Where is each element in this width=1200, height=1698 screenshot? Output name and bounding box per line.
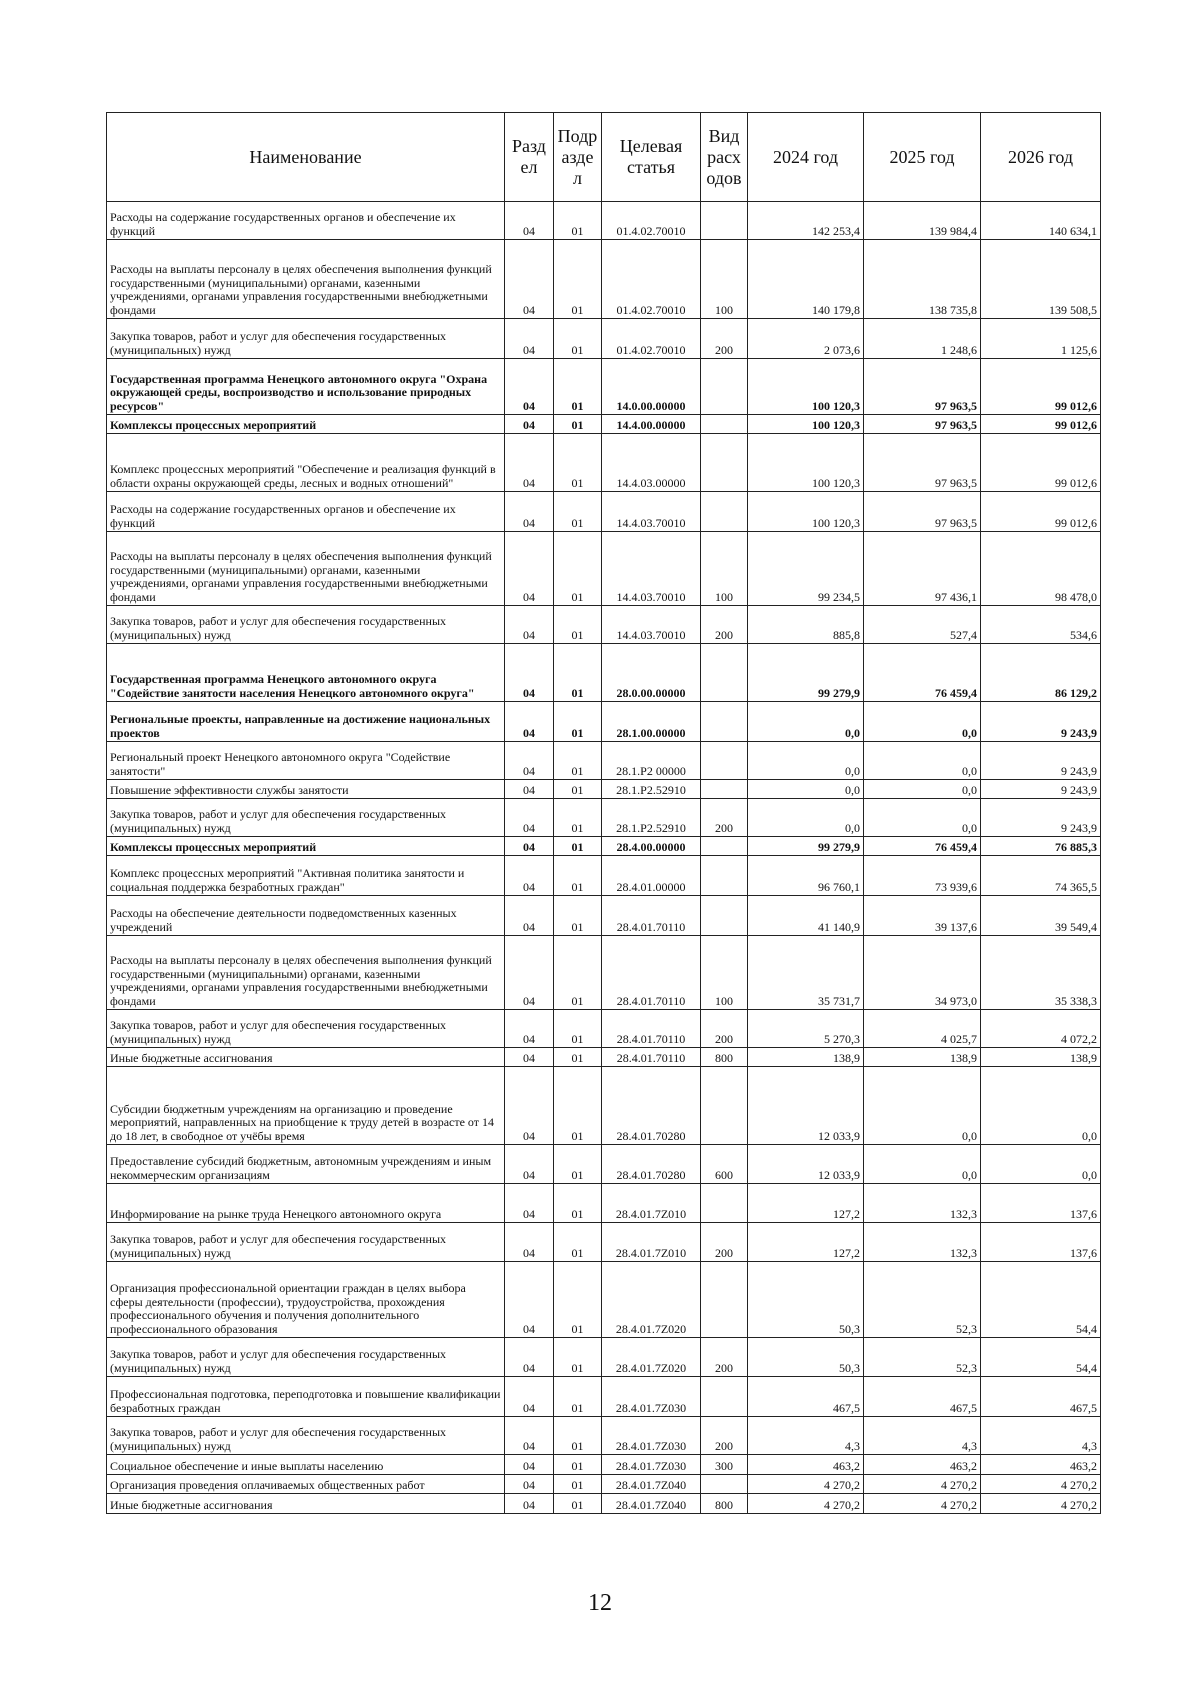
row-name: Закупка товаров, работ и услуг для обеспечения государственных (муниципальных) нужд <box>107 799 505 837</box>
table-row <box>107 319 1101 359</box>
row-value-2026: 54,4 <box>981 1338 1101 1377</box>
row-name: Информирование на рынке труда Ненецкого автономного округа <box>107 1184 505 1223</box>
row-expense-type: 300 <box>701 1455 748 1475</box>
row-target-article: 14.4.00.00000 <box>602 415 701 434</box>
row-value-2024: 5 270,3 <box>748 1010 864 1048</box>
row-subsection: 01 <box>554 1067 602 1145</box>
row-target-article: 28.4.01.70110 <box>602 896 701 936</box>
row-section: 04 <box>505 492 554 532</box>
row-name: Расходы на обеспечение деятельности подведомственных казенных учреждений <box>107 896 505 936</box>
row-name: Иные бюджетные ассигнования <box>107 1048 505 1067</box>
row-name: Расходы на выплаты персоналу в целях обеспечения выполнения функций государственными (муниципальными) органами, казенными учреждениями, органами управления государственными внебюджетными фондами <box>107 532 505 606</box>
row-value-2026: 86 129,2 <box>981 644 1101 702</box>
row-section: 04 <box>505 1475 554 1494</box>
row-subsection: 01 <box>554 1010 602 1048</box>
row-expense-type: 600 <box>701 1145 748 1184</box>
row-value-2024: 4 270,2 <box>748 1475 864 1494</box>
table-row <box>107 359 1101 415</box>
table-row <box>107 1048 1101 1067</box>
row-subsection: 01 <box>554 1262 602 1338</box>
table-row <box>107 837 1101 856</box>
row-section: 04 <box>505 1494 554 1514</box>
row-target-article: 28.4.01.7Z040 <box>602 1494 701 1514</box>
row-subsection: 01 <box>554 837 602 856</box>
table-row <box>107 742 1101 780</box>
header-target-article: Целевая статья <box>602 113 701 202</box>
row-expense-type: 800 <box>701 1048 748 1067</box>
row-target-article: 28.4.01.7Z010 <box>602 1223 701 1262</box>
row-value-2024: 2 073,6 <box>748 319 864 359</box>
row-subsection: 01 <box>554 532 602 606</box>
row-subsection: 01 <box>554 1377 602 1417</box>
row-section: 04 <box>505 1145 554 1184</box>
row-value-2025: 0,0 <box>864 799 981 837</box>
row-expense-type <box>701 1377 748 1417</box>
row-value-2026: 0,0 <box>981 1067 1101 1145</box>
row-value-2025: 97 963,5 <box>864 415 981 434</box>
row-value-2024: 142 253,4 <box>748 202 864 240</box>
row-value-2025: 4 270,2 <box>864 1494 981 1514</box>
row-section: 04 <box>505 434 554 492</box>
row-subsection: 01 <box>554 896 602 936</box>
row-expense-type <box>701 434 748 492</box>
table-row <box>107 644 1101 702</box>
table-row <box>107 606 1101 644</box>
table-row <box>107 1145 1101 1184</box>
row-name: Расходы на выплаты персоналу в целях обеспечения выполнения функций государственными (муниципальными) органами, казенными учреждениями, органами управления государственными внебюджетными фондами <box>107 240 505 319</box>
row-expense-type <box>701 644 748 702</box>
row-target-article: 28.4.01.70110 <box>602 1010 701 1048</box>
table-body <box>107 202 1101 1514</box>
row-expense-type <box>701 202 748 240</box>
row-target-article: 14.0.00.00000 <box>602 359 701 415</box>
row-value-2025: 76 459,4 <box>864 644 981 702</box>
row-expense-type: 200 <box>701 1417 748 1455</box>
row-value-2025: 138 735,8 <box>864 240 981 319</box>
row-section: 04 <box>505 1417 554 1455</box>
row-name: Региональный проект Ненецкого автономного округа "Содействие занятости" <box>107 742 505 780</box>
row-value-2026: 9 243,9 <box>981 799 1101 837</box>
row-subsection: 01 <box>554 240 602 319</box>
table-row <box>107 1455 1101 1475</box>
row-subsection: 01 <box>554 1048 602 1067</box>
row-value-2025: 132,3 <box>864 1223 981 1262</box>
row-value-2025: 0,0 <box>864 742 981 780</box>
row-value-2024: 0,0 <box>748 799 864 837</box>
row-subsection: 01 <box>554 702 602 742</box>
table-row <box>107 1475 1101 1494</box>
table-header-row <box>107 113 1101 202</box>
row-value-2026: 4,3 <box>981 1417 1101 1455</box>
row-value-2025: 4,3 <box>864 1417 981 1455</box>
row-expense-type <box>701 1067 748 1145</box>
row-name: Расходы на содержание государственных органов и обеспечение их функций <box>107 492 505 532</box>
row-value-2024: 0,0 <box>748 780 864 799</box>
row-expense-type: 200 <box>701 1338 748 1377</box>
row-section: 04 <box>505 202 554 240</box>
table-row <box>107 1494 1101 1514</box>
table-row <box>107 780 1101 799</box>
table-row <box>107 1067 1101 1145</box>
row-subsection: 01 <box>554 202 602 240</box>
row-subsection: 01 <box>554 936 602 1010</box>
row-target-article: 14.4.03.70010 <box>602 606 701 644</box>
row-value-2024: 885,8 <box>748 606 864 644</box>
row-section: 04 <box>505 1048 554 1067</box>
row-name: Комплекс процессных мероприятий "Обеспечение и реализация функций в области охраны окружающей среды, лесных и водных отношений" <box>107 434 505 492</box>
row-expense-type: 100 <box>701 532 748 606</box>
row-value-2026: 99 012,6 <box>981 492 1101 532</box>
row-section: 04 <box>505 319 554 359</box>
row-name: Расходы на выплаты персоналу в целях обеспечения выполнения функций государственными (муниципальными) органами, казенными учреждениями, органами управления государственными внебюджетными фондами <box>107 936 505 1010</box>
row-section: 04 <box>505 1262 554 1338</box>
row-value-2025: 4 270,2 <box>864 1475 981 1494</box>
row-value-2024: 41 140,9 <box>748 896 864 936</box>
row-target-article: 28.4.01.7Z020 <box>602 1262 701 1338</box>
table-row <box>107 415 1101 434</box>
header-section: Разд ел <box>505 113 554 202</box>
row-section: 04 <box>505 856 554 896</box>
row-expense-type <box>701 856 748 896</box>
row-subsection: 01 <box>554 1494 602 1514</box>
row-target-article: 01.4.02.70010 <box>602 319 701 359</box>
row-target-article: 28.4.01.7Z040 <box>602 1475 701 1494</box>
row-section: 04 <box>505 702 554 742</box>
row-expense-type <box>701 837 748 856</box>
row-section: 04 <box>505 1377 554 1417</box>
row-target-article: 28.4.01.70110 <box>602 1048 701 1067</box>
row-name: Комплексы процессных мероприятий <box>107 837 505 856</box>
row-expense-type: 100 <box>701 936 748 1010</box>
row-target-article: 28.0.00.00000 <box>602 644 701 702</box>
row-subsection: 01 <box>554 606 602 644</box>
row-name: Повышение эффективности службы занятости <box>107 780 505 799</box>
row-expense-type <box>701 359 748 415</box>
row-expense-type <box>701 1184 748 1223</box>
row-value-2025: 34 973,0 <box>864 936 981 1010</box>
row-value-2025: 76 459,4 <box>864 837 981 856</box>
row-section: 04 <box>505 532 554 606</box>
row-subsection: 01 <box>554 1184 602 1223</box>
row-value-2025: 97 963,5 <box>864 434 981 492</box>
table-row <box>107 799 1101 837</box>
row-subsection: 01 <box>554 644 602 702</box>
row-expense-type <box>701 1475 748 1494</box>
row-section: 04 <box>505 606 554 644</box>
row-value-2024: 463,2 <box>748 1455 864 1475</box>
row-subsection: 01 <box>554 1145 602 1184</box>
row-target-article: 28.1.P2.52910 <box>602 799 701 837</box>
row-section: 04 <box>505 1184 554 1223</box>
row-value-2024: 100 120,3 <box>748 359 864 415</box>
row-section: 04 <box>505 1223 554 1262</box>
header-name: Наименование <box>107 113 505 202</box>
row-expense-type <box>701 492 748 532</box>
row-name: Закупка товаров, работ и услуг для обеспечения государственных (муниципальных) нужд <box>107 606 505 644</box>
row-value-2025: 4 025,7 <box>864 1010 981 1048</box>
row-target-article: 28.4.01.7Z030 <box>602 1417 701 1455</box>
row-value-2025: 467,5 <box>864 1377 981 1417</box>
row-value-2025: 1 248,6 <box>864 319 981 359</box>
row-target-article: 28.4.01.7Z030 <box>602 1455 701 1475</box>
row-value-2026: 4 270,2 <box>981 1475 1101 1494</box>
row-name: Закупка товаров, работ и услуг для обеспечения государственных (муниципальных) нужд <box>107 1417 505 1455</box>
row-target-article: 01.4.02.70010 <box>602 240 701 319</box>
table-row <box>107 1377 1101 1417</box>
row-value-2026: 9 243,9 <box>981 702 1101 742</box>
row-target-article: 28.4.01.7Z030 <box>602 1377 701 1417</box>
row-expense-type: 100 <box>701 240 748 319</box>
row-expense-type <box>701 742 748 780</box>
row-section: 04 <box>505 240 554 319</box>
row-expense-type: 200 <box>701 1010 748 1048</box>
table-row <box>107 1262 1101 1338</box>
table-row <box>107 202 1101 240</box>
header-expense-type: Вид расх одов <box>701 113 748 202</box>
row-target-article: 14.4.03.70010 <box>602 532 701 606</box>
table-row <box>107 1184 1101 1223</box>
row-target-article: 14.4.03.00000 <box>602 434 701 492</box>
row-name: Иные бюджетные ассигнования <box>107 1494 505 1514</box>
row-name: Организация проведения оплачиваемых общественных работ <box>107 1475 505 1494</box>
row-value-2026: 99 012,6 <box>981 434 1101 492</box>
row-value-2025: 0,0 <box>864 702 981 742</box>
page-number: 12 <box>588 1590 612 1616</box>
row-value-2026: 140 634,1 <box>981 202 1101 240</box>
row-target-article: 28.4.01.70110 <box>602 936 701 1010</box>
row-name: Закупка товаров, работ и услуг для обеспечения государственных (муниципальных) нужд <box>107 319 505 359</box>
row-value-2025: 0,0 <box>864 780 981 799</box>
row-value-2025: 97 963,5 <box>864 359 981 415</box>
table-row <box>107 532 1101 606</box>
row-value-2025: 52,3 <box>864 1262 981 1338</box>
row-value-2024: 467,5 <box>748 1377 864 1417</box>
row-subsection: 01 <box>554 319 602 359</box>
row-value-2026: 9 243,9 <box>981 780 1101 799</box>
row-target-article: 28.4.01.70280 <box>602 1067 701 1145</box>
row-subsection: 01 <box>554 492 602 532</box>
row-target-article: 28.1.P2.52910 <box>602 780 701 799</box>
row-section: 04 <box>505 837 554 856</box>
table-row <box>107 936 1101 1010</box>
row-value-2025: 97 963,5 <box>864 492 981 532</box>
row-value-2024: 12 033,9 <box>748 1145 864 1184</box>
row-value-2024: 0,0 <box>748 742 864 780</box>
header-year-2026: 2026 год <box>981 113 1101 202</box>
row-subsection: 01 <box>554 434 602 492</box>
row-value-2024: 127,2 <box>748 1184 864 1223</box>
row-value-2025: 73 939,6 <box>864 856 981 896</box>
row-name: Закупка товаров, работ и услуг для обеспечения государственных (муниципальных) нужд <box>107 1338 505 1377</box>
row-name: Региональные проекты, направленные на достижение национальных проектов <box>107 702 505 742</box>
row-subsection: 01 <box>554 415 602 434</box>
row-value-2026: 463,2 <box>981 1455 1101 1475</box>
row-subsection: 01 <box>554 780 602 799</box>
row-value-2026: 139 508,5 <box>981 240 1101 319</box>
row-subsection: 01 <box>554 1475 602 1494</box>
row-value-2026: 74 365,5 <box>981 856 1101 896</box>
row-value-2025: 0,0 <box>864 1145 981 1184</box>
row-value-2025: 139 984,4 <box>864 202 981 240</box>
row-value-2024: 0,0 <box>748 702 864 742</box>
header-year-2025: 2025 год <box>864 113 981 202</box>
row-subsection: 01 <box>554 1455 602 1475</box>
row-name: Комплекс процессных мероприятий "Активная политика занятости и социальная поддержка безработных граждан" <box>107 856 505 896</box>
row-value-2026: 4 072,2 <box>981 1010 1101 1048</box>
table-row <box>107 1223 1101 1262</box>
row-section: 04 <box>505 1010 554 1048</box>
row-value-2024: 4,3 <box>748 1417 864 1455</box>
table-row <box>107 434 1101 492</box>
row-value-2024: 99 279,9 <box>748 837 864 856</box>
row-value-2026: 0,0 <box>981 1145 1101 1184</box>
row-expense-type <box>701 702 748 742</box>
row-expense-type <box>701 415 748 434</box>
row-name: Расходы на содержание государственных органов и обеспечение их функций <box>107 202 505 240</box>
row-value-2026: 137,6 <box>981 1184 1101 1223</box>
row-value-2025: 463,2 <box>864 1455 981 1475</box>
row-expense-type: 200 <box>701 799 748 837</box>
row-subsection: 01 <box>554 799 602 837</box>
row-value-2026: 39 549,4 <box>981 896 1101 936</box>
row-value-2025: 97 436,1 <box>864 532 981 606</box>
row-section: 04 <box>505 1455 554 1475</box>
row-section: 04 <box>505 644 554 702</box>
row-section: 04 <box>505 936 554 1010</box>
row-value-2026: 467,5 <box>981 1377 1101 1417</box>
row-target-article: 28.1.P2 00000 <box>602 742 701 780</box>
row-subsection: 01 <box>554 742 602 780</box>
budget-table <box>106 112 1101 1514</box>
row-value-2024: 100 120,3 <box>748 492 864 532</box>
row-expense-type: 800 <box>701 1494 748 1514</box>
row-name: Государственная программа Ненецкого автономного округа "Охрана окружающей среды, воспроизводство и использование природных ресурсов" <box>107 359 505 415</box>
row-value-2024: 35 731,7 <box>748 936 864 1010</box>
table-row <box>107 896 1101 936</box>
row-value-2024: 99 234,5 <box>748 532 864 606</box>
header-year-2024: 2024 год <box>748 113 864 202</box>
row-target-article: 28.4.01.70280 <box>602 1145 701 1184</box>
row-expense-type: 200 <box>701 1223 748 1262</box>
row-name: Комплексы процессных мероприятий <box>107 415 505 434</box>
row-subsection: 01 <box>554 359 602 415</box>
header-subsection: Подр азде л <box>554 113 602 202</box>
row-value-2026: 99 012,6 <box>981 415 1101 434</box>
row-value-2026: 137,6 <box>981 1223 1101 1262</box>
row-name: Социальное обеспечение и иные выплаты населению <box>107 1455 505 1475</box>
row-name: Государственная программа Ненецкого автономного округа "Содействие занятости населения Ненецкого автономного округа" <box>107 644 505 702</box>
row-value-2026: 534,6 <box>981 606 1101 644</box>
row-section: 04 <box>505 415 554 434</box>
row-section: 04 <box>505 780 554 799</box>
row-subsection: 01 <box>554 856 602 896</box>
row-section: 04 <box>505 799 554 837</box>
row-target-article: 01.4.02.70010 <box>602 202 701 240</box>
row-value-2026: 138,9 <box>981 1048 1101 1067</box>
row-section: 04 <box>505 896 554 936</box>
row-value-2026: 9 243,9 <box>981 742 1101 780</box>
row-value-2026: 54,4 <box>981 1262 1101 1338</box>
table-row <box>107 702 1101 742</box>
row-expense-type: 200 <box>701 606 748 644</box>
row-expense-type <box>701 1262 748 1338</box>
row-name: Закупка товаров, работ и услуг для обеспечения государственных (муниципальных) нужд <box>107 1223 505 1262</box>
row-value-2024: 50,3 <box>748 1262 864 1338</box>
row-value-2024: 127,2 <box>748 1223 864 1262</box>
row-subsection: 01 <box>554 1223 602 1262</box>
row-value-2026: 4 270,2 <box>981 1494 1101 1514</box>
row-expense-type: 200 <box>701 319 748 359</box>
table-row <box>107 856 1101 896</box>
row-value-2024: 50,3 <box>748 1338 864 1377</box>
table-row <box>107 492 1101 532</box>
row-subsection: 01 <box>554 1338 602 1377</box>
budget-table-page <box>106 112 1100 1514</box>
row-target-article: 28.1.00.00000 <box>602 702 701 742</box>
row-value-2024: 100 120,3 <box>748 415 864 434</box>
row-value-2025: 0,0 <box>864 1067 981 1145</box>
row-value-2025: 132,3 <box>864 1184 981 1223</box>
row-value-2026: 98 478,0 <box>981 532 1101 606</box>
row-value-2025: 39 137,6 <box>864 896 981 936</box>
row-target-article: 28.4.01.00000 <box>602 856 701 896</box>
row-value-2026: 1 125,6 <box>981 319 1101 359</box>
row-value-2024: 140 179,8 <box>748 240 864 319</box>
row-expense-type <box>701 896 748 936</box>
row-target-article: 14.4.03.70010 <box>602 492 701 532</box>
row-value-2024: 96 760,1 <box>748 856 864 896</box>
row-name: Субсидии бюджетным учреждениям на организацию и проведение мероприятий, направленных на приобщение к труду детей в возрасте от 14 до 18 лет, в свободное от учёбы время <box>107 1067 505 1145</box>
row-subsection: 01 <box>554 1417 602 1455</box>
row-value-2025: 527,4 <box>864 606 981 644</box>
row-expense-type <box>701 780 748 799</box>
row-value-2024: 100 120,3 <box>748 434 864 492</box>
row-name: Предоставление субсидий бюджетным, автономным учреждениям и иным некоммерческим организациям <box>107 1145 505 1184</box>
row-value-2024: 99 279,9 <box>748 644 864 702</box>
row-target-article: 28.4.01.7Z020 <box>602 1338 701 1377</box>
row-value-2025: 138,9 <box>864 1048 981 1067</box>
row-value-2024: 138,9 <box>748 1048 864 1067</box>
row-value-2024: 12 033,9 <box>748 1067 864 1145</box>
row-value-2026: 35 338,3 <box>981 936 1101 1010</box>
table-row <box>107 1338 1101 1377</box>
row-name: Закупка товаров, работ и услуг для обеспечения государственных (муниципальных) нужд <box>107 1010 505 1048</box>
table-row <box>107 1010 1101 1048</box>
row-value-2024: 4 270,2 <box>748 1494 864 1514</box>
row-value-2026: 76 885,3 <box>981 837 1101 856</box>
row-section: 04 <box>505 1067 554 1145</box>
row-target-article: 28.4.00.00000 <box>602 837 701 856</box>
row-value-2026: 99 012,6 <box>981 359 1101 415</box>
row-section: 04 <box>505 359 554 415</box>
row-section: 04 <box>505 1338 554 1377</box>
row-name: Организация профессиональной ориентации граждан в целях выбора сферы деятельности (профессии), трудоустройства, прохождения профессионального обучения и получения дополнительного профессионального образования <box>107 1262 505 1338</box>
row-value-2025: 52,3 <box>864 1338 981 1377</box>
table-row <box>107 240 1101 319</box>
row-name: Профессиональная подготовка, переподготовка и повышение квалификации безработных граждан <box>107 1377 505 1417</box>
row-section: 04 <box>505 742 554 780</box>
table-row <box>107 1417 1101 1455</box>
row-target-article: 28.4.01.7Z010 <box>602 1184 701 1223</box>
